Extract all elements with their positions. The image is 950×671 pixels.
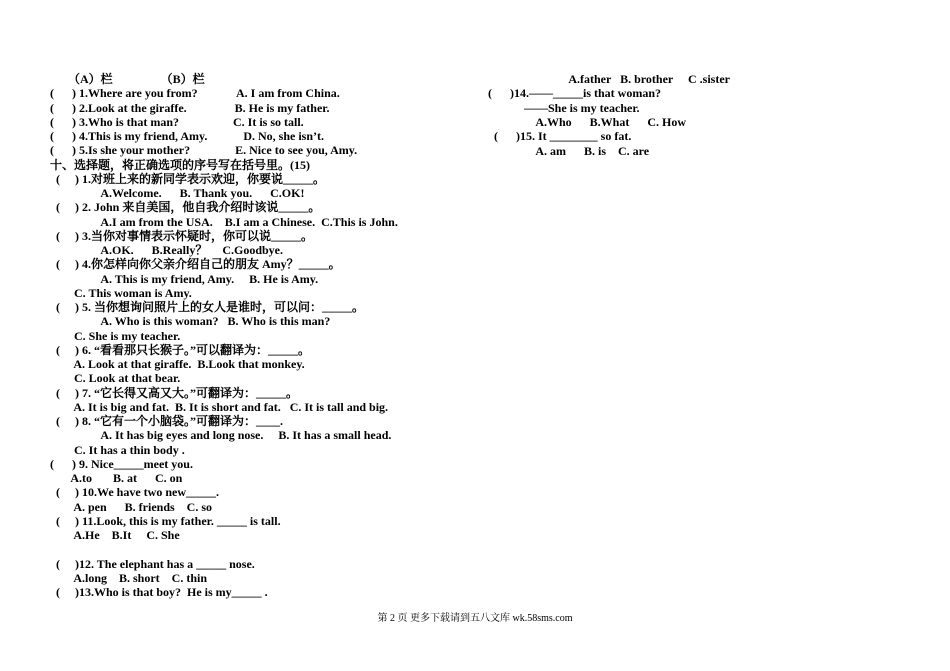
worksheet-line: ( ) 5. 当你想询问照片上的女人是谁时，可以问：_____。 xyxy=(50,300,364,314)
worksheet-line: ( )13.Who is that boy? He is my_____ . xyxy=(50,585,268,599)
worksheet-line: ——She is my teacher. xyxy=(488,100,640,115)
worksheet-line: ( )14.——_____is that woman? xyxy=(488,86,661,101)
worksheet-line: ( ) 2.Look at the giraffe. B. He is my father. xyxy=(50,100,330,115)
page-footer: 第 2 页 更多下载请到五八文库 wk.58sms.com xyxy=(377,613,573,624)
worksheet-line: A.OK. B.Really？ C.Goodbye. xyxy=(50,243,284,257)
worksheet-line: ( ) 1.Where are you from? A. I am from China. xyxy=(50,86,340,101)
worksheet-line: A.long B. short C. thin xyxy=(50,570,208,585)
worksheet-line: ( ) 9. Nice_____meet you. xyxy=(50,456,193,471)
worksheet-line: A. Look at that giraffe. B.Look that monkey. xyxy=(50,357,305,371)
worksheet-line: ( ) 4.This is my friend, Amy. D. No, she isn’t. xyxy=(50,129,325,143)
worksheet-line: C. Look at that bear. xyxy=(50,371,181,386)
worksheet-line: ( ) 11.Look, this is my father. _____ is tall. xyxy=(50,513,281,528)
worksheet-line: A.He B.It C. She xyxy=(50,528,180,542)
worksheet-line: ( ) 7. “它长得又高又大。”可翻译为：_____。 xyxy=(50,385,298,400)
worksheet-line: ( ) 1.对班上来的新同学表示欢迎，你要说_____。 xyxy=(50,171,325,186)
worksheet-line: A.Welcome. B. Thank you. C.OK! xyxy=(50,186,305,200)
worksheet-line: A.to B. at C. on xyxy=(50,471,183,485)
worksheet-line: C. It has a thin body . xyxy=(50,442,185,457)
worksheet-line: （A）栏 （B）栏 xyxy=(50,72,205,86)
worksheet-line: ( )12. The elephant has a _____ nose. xyxy=(50,556,255,571)
worksheet-line: A.father B. brother C .sister xyxy=(488,72,730,86)
worksheet-line: ( ) 10.We have two new_____. xyxy=(50,485,219,500)
worksheet-line: ( ) 2. John 来自美国，他自我介绍时该说_____。 xyxy=(50,200,321,215)
worksheet-line: A.Who B.What C. How xyxy=(488,114,687,129)
worksheet-line: C. She is my teacher. xyxy=(50,328,181,343)
worksheet-line: ( ) 5.Is she your mother? E. Nice to see you, Amy. xyxy=(50,143,358,158)
worksheet-line: ( ) 3.当你对事情表示怀疑时，你可以说_____。 xyxy=(50,228,313,243)
worksheet-line: A.I am from the USA. B.I am a Chinese. C.This is John. xyxy=(50,214,398,229)
worksheet-line: ( ) 3.Who is that man? C. It is so tall. xyxy=(50,114,304,129)
worksheet-line: A. It is big and fat. B. It is short and fat. C. It is tall and big. xyxy=(50,399,389,414)
worksheet-line: ( ) 8. “它有一个小脑袋。”可翻译为：____. xyxy=(50,414,283,428)
worksheet-line: ( ) 6. “看看那只长猴子。”可以翻译为：_____。 xyxy=(50,342,310,357)
worksheet-line: C. This woman is Amy. xyxy=(50,285,192,300)
worksheet-line: A. This is my friend, Amy. B. He is Amy. xyxy=(50,271,319,286)
worksheet-line: A. It has big eyes and long nose. B. It has a small head. xyxy=(50,428,392,443)
worksheet-line: A. Who is this woman? B. Who is this man? xyxy=(50,314,331,329)
worksheet-line: ( )15. It ________ so fat. xyxy=(488,129,632,144)
worksheet-line: ( ) 4.你怎样向你父亲介绍自己的朋友 Amy？_____。 xyxy=(50,257,341,272)
worksheet-line: A. pen B. friends C. so xyxy=(50,499,213,514)
worksheet-line: A. am B. is C. are xyxy=(488,143,650,158)
worksheet-line: 十、选择题，将正确选项的序号写在括号里。(15) xyxy=(50,157,310,172)
